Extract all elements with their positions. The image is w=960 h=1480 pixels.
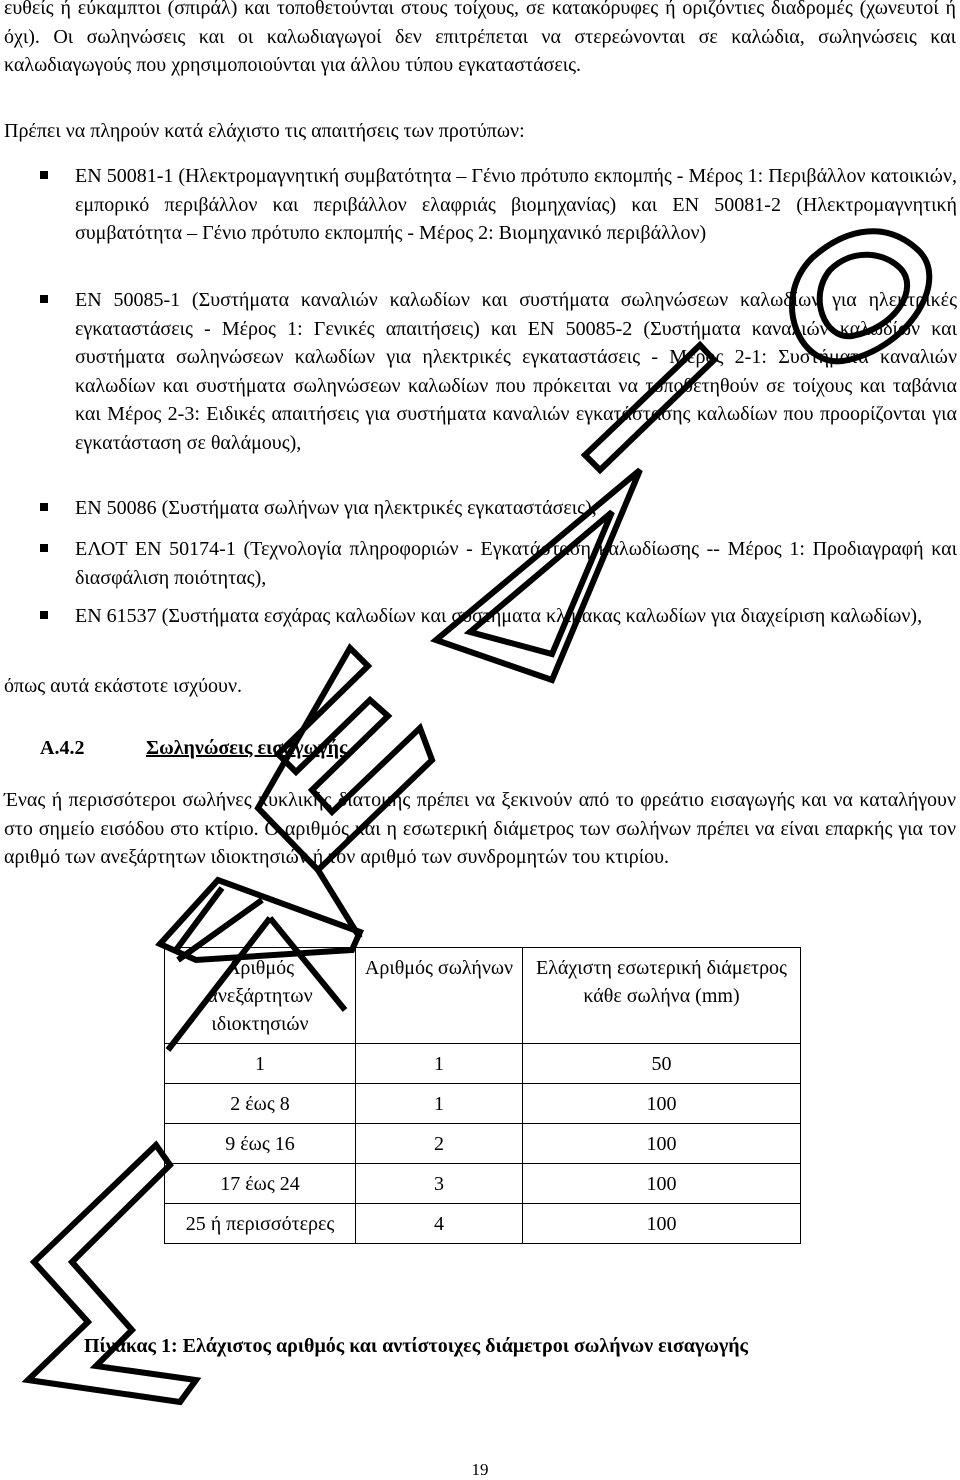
section-number: Α.4.2 [40,737,85,759]
table-row [165,1124,801,1164]
table-cell: 25 ή περισσότερες [165,1204,356,1244]
square-bullet-icon [40,171,48,179]
table-row [165,1044,801,1084]
bullet-text: EN 50081-1 (Ηλεκτρομαγνητική συμβατότητα – Γένιο πρότυπο εκπομπής - Μέρος 1: Περιβάλλον κατοικιών, εμπορικό περιβάλλον και περιβάλλον ελαφριάς βιομηχανίας) και EN 50081-2 (Ηλεκτρομαγνητική συμβατότητα – Γένιο πρότυπο εκπομπής - Μέρος 2: Βιομηχανικό περιβάλλον) [75,165,958,244]
bullet-text: EN 50086 (Συστήματα σωλήνων για ηλεκτρικές εγκαταστάσεις), [75,497,597,519]
section-paragraph: Ένας ή περισσότεροι σωλήνες κυκλικής διατομής πρέπει να ξεκινούν από το φρεάτιο εισαγωγής και να καταλήγουν στο σημείο εισόδου στο κτίριο. Ο αριθμός και η εσωτερική διάμετρος των σωλήνων πρέπει να είναι επαρκής για τον αριθμό των ανεξάρτητων ιδιοκτησιών ή τον αριθμό των συνδρομητών του κτιρίου. [4,789,956,868]
table-header-cell: Ελάχιστη εσωτερική διάμετρος κάθε σωλήνα (mm) [523,948,801,1044]
square-bullet-icon [40,611,48,619]
table-cell: 100 [523,1124,801,1164]
table-row [165,1204,801,1244]
table-cell: 1 [356,1084,523,1124]
table-cell: 2 έως 8 [165,1084,356,1124]
bullet-text: EN 61537 (Συστήματα εσχάρας καλωδίων και συστήματα κλίμακας καλωδίων για διαχείριση καλωδίων), [75,605,923,627]
table-row [165,1084,801,1124]
page-number: 19 [471,1460,489,1479]
standards-lead: Πρέπει να πληρούν κατά ελάχιστο τις απαιτήσεις των προτύπων: [4,120,525,142]
table-row [165,1164,801,1204]
square-bullet-icon [40,544,48,552]
table-header-cell: Αριθμός ανεξάρτητων ιδιοκτησιών [165,948,356,1044]
table-cell: 3 [356,1164,523,1204]
table-header-cell: Αριθμός σωλήνων [356,948,523,1044]
bullet-text: EN 50085-1 (Συστήματα καναλιών καλωδίων και συστήματα σωληνώσεων καλωδίων για ηλεκτρικές εγκαταστάσεις - Μέρος 1: Γενικές απαιτήσεις) και EN 50085-2 (Συστήματα καναλιών καλωδίων και συστήματα σωληνώσεων καλωδίων για ηλεκτρικές εγκαταστάσεις - Μέρος 2-1: Συστήματα καναλιών καλωδίων και συστήματα σωληνώσεων καλωδίων που πρόκειται να τοποθετηθούν σε τοίχους και ταβάνια και Μέρος 2-3: Ειδικές απαιτήσεις για συστήματα καναλιών εγκατάστασης καλωδίων που προορίζονται για εγκατάσταση σε θαλάμους), [75,289,957,454]
square-bullet-icon [40,295,48,303]
closing-line: όπως αυτά εκάστοτε ισχύουν. [4,675,242,697]
table-cell: 100 [523,1204,801,1244]
table-cell: 1 [165,1044,356,1084]
table-header-row [165,948,801,1044]
bullet-text: ΕΛΟΤ EN 50174-1 (Τεχνολογία πληροφοριών - Εγκατάσταση καλωδίωσης -- Μέρος 1: Προδιαγραφή και διασφάλιση ποιότητας), [75,538,957,589]
pipes-table [164,947,801,1244]
table-cell: 100 [523,1084,801,1124]
intro-paragraph: ευθείς ή εύκαμπτοι (σπιράλ) και τοποθετούνται στους τοίχους, σε κατακόρυφες ή οριζόντιες διαδρομές (χωνευτοί ή όχι). Οι σωληνώσεις και οι καλωδιαγωγοί δεν επιτρέπεται να στερεώνονται σε καλώδια, σωληνώσεις και καλωδιαγωγούς που χρησιμοποιούνται για άλλου τύπου εγκαταστάσεις. [4,0,956,76]
table-cell: 50 [523,1044,801,1084]
table-cell: 2 [356,1124,523,1164]
square-bullet-icon [40,503,48,511]
table-cell: 17 έως 24 [165,1164,356,1204]
section-title: Σωληνώσεις εισαγωγής [146,737,348,759]
table-cell: 100 [523,1164,801,1204]
table-cell: 9 έως 16 [165,1124,356,1164]
table-cell: 4 [356,1204,523,1244]
table-caption: Πίνακας 1: Ελάχιστος αριθμός και αντίστοιχες διάμετροι σωλήνων εισαγωγής [84,1335,748,1357]
table-cell: 1 [356,1044,523,1084]
